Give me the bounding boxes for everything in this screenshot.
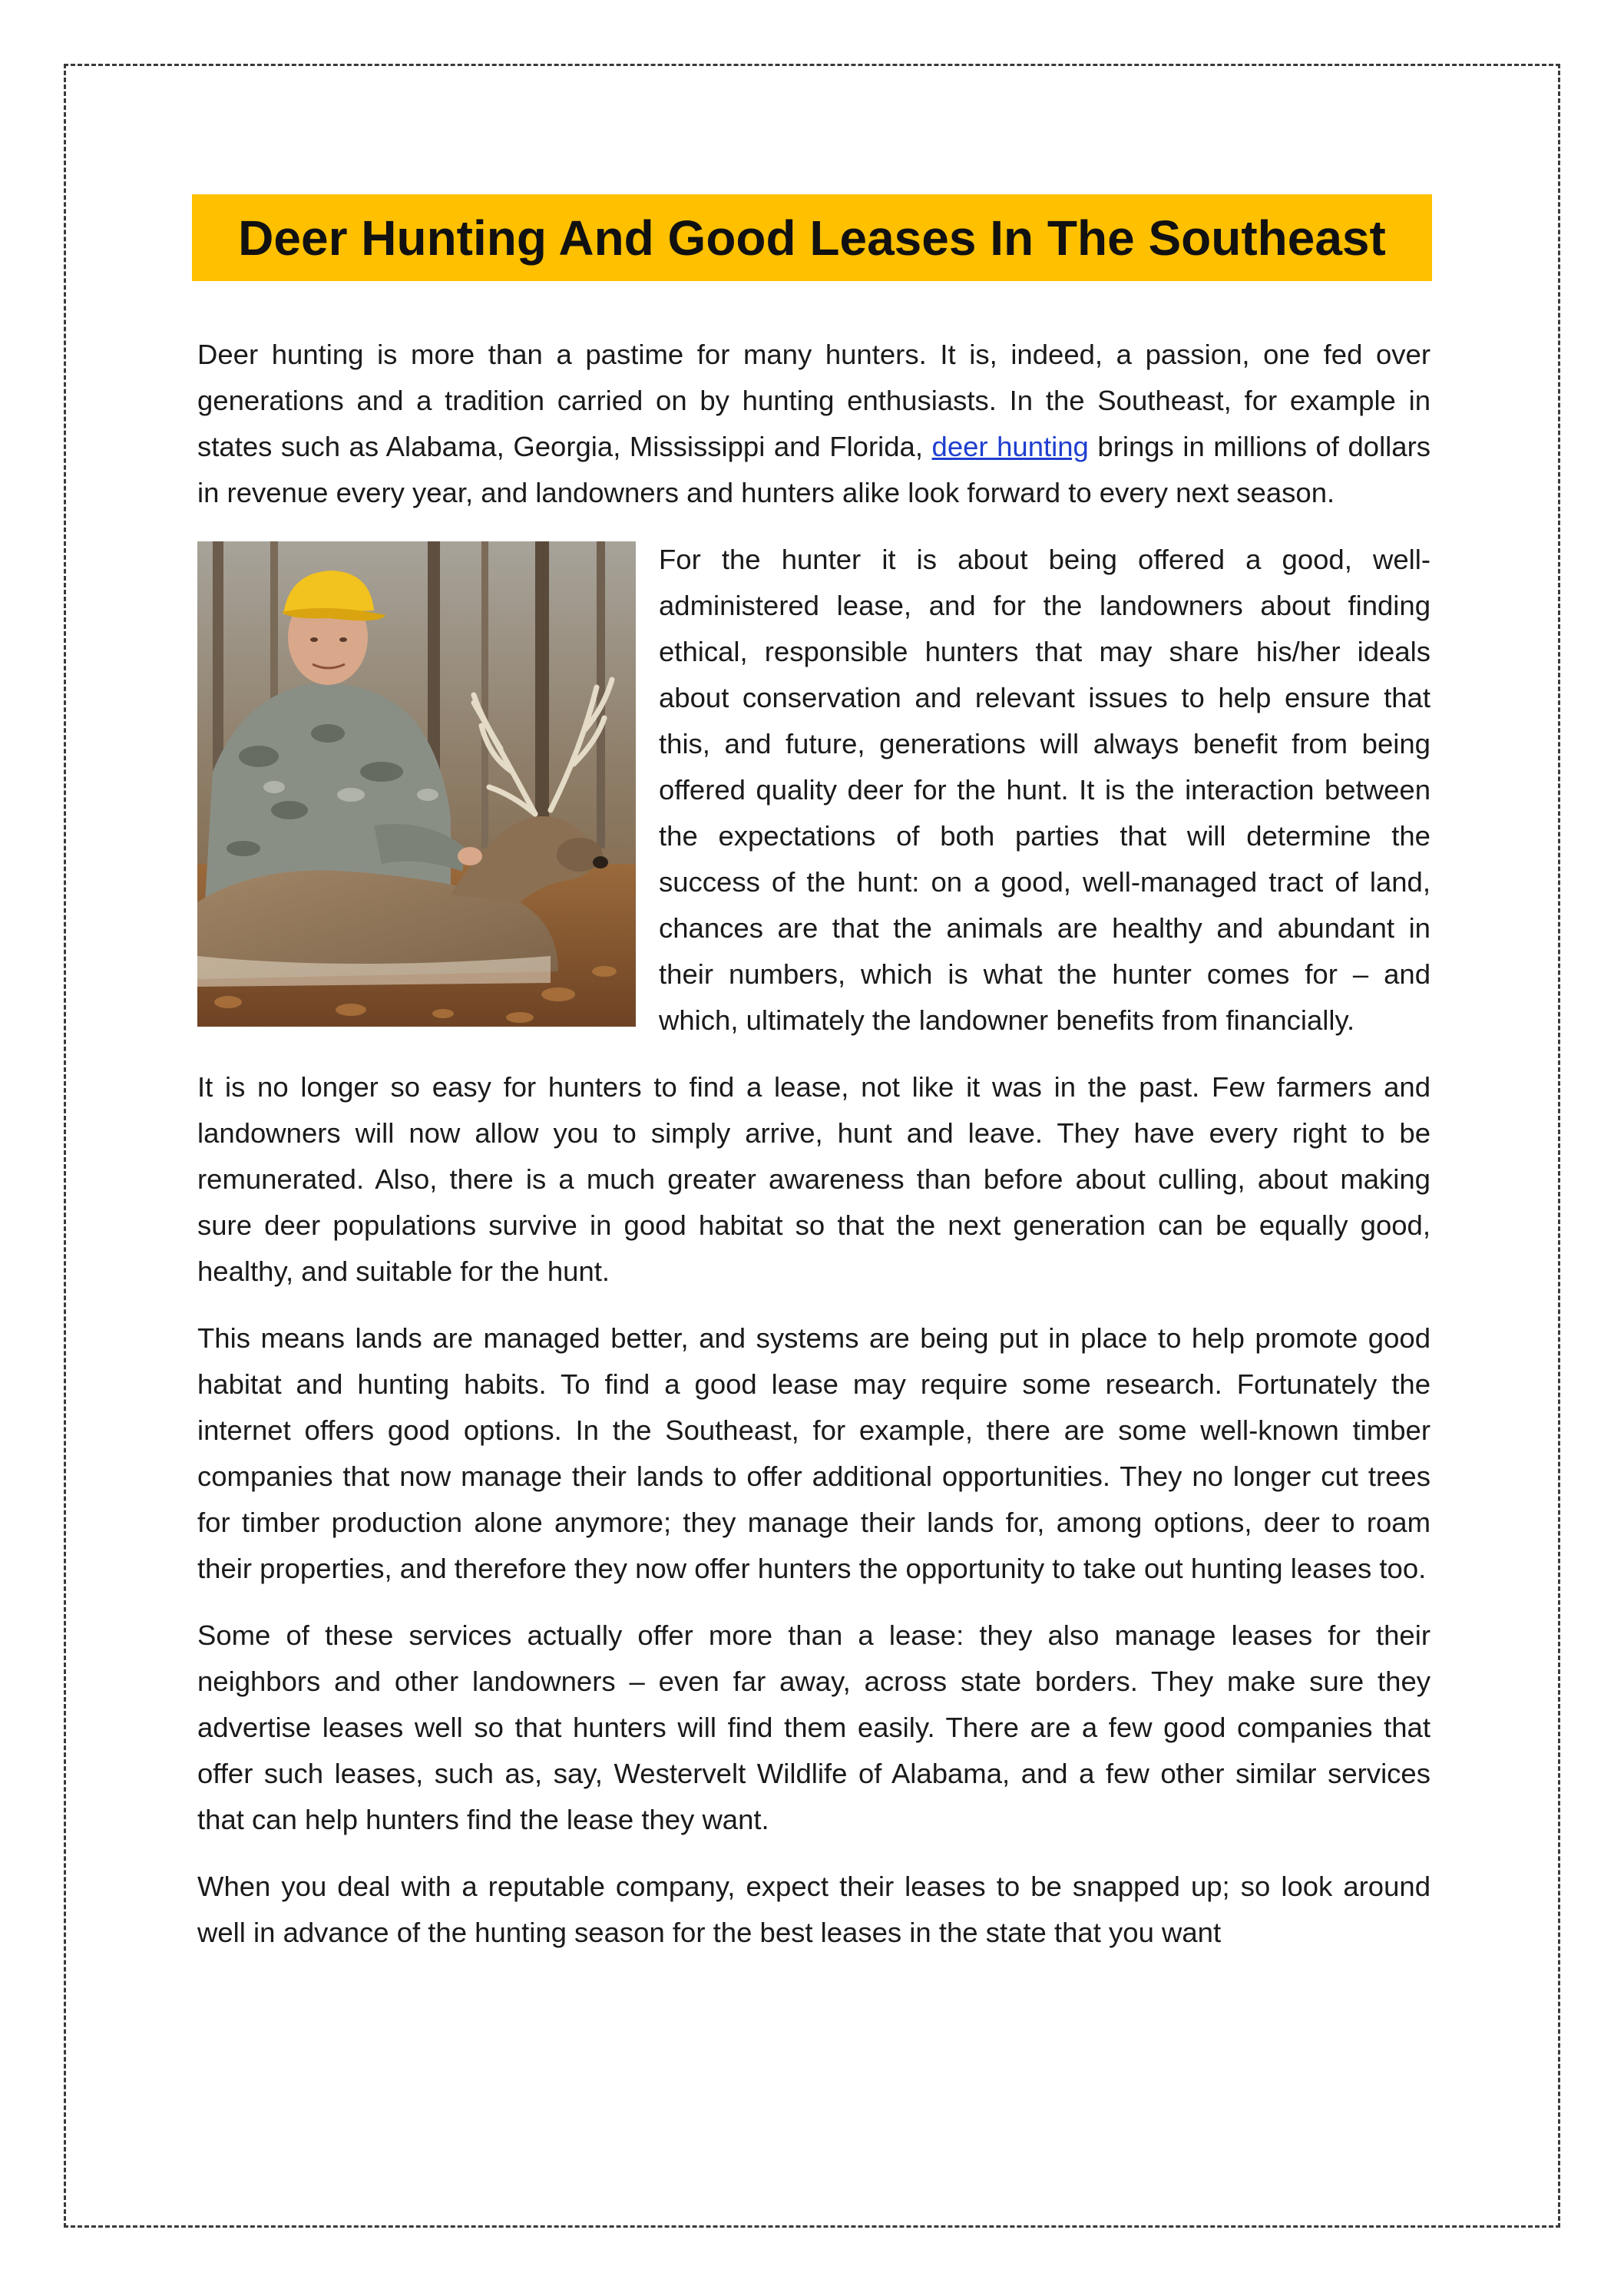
- paragraph-lease: For the hunter it is about being offered a good, well-administered lease, and for the landowners about finding ethical, responsible hunters that may share his/her ideals about conservation and relevant issues to help ensure that this, and future, generations will always benefit from being offered quality deer for the hunt. It is the interaction between the expectations of both parties that will determine the success of the hunt: on a good, well-managed tract of land, chances are that the animals are healthy and abundant in their numbers, which is what the hunter comes for – and which, ultimately the landowner benefits from financially.: [659, 544, 1431, 1036]
- deer-hunting-link[interactable]: deer hunting: [931, 431, 1089, 462]
- paragraph-services: Some of these services actually offer more than a lease: they also manage leases for their neighbors and other landowners – even far away, across state borders. They make sure they advertise leases well so that hunters will find them easily. There are a few good companies that offer such leases, such as, say, Westervelt Wildlife of Alabama, and a few other similar services that can help hunters find the lease they want.: [197, 1619, 1431, 1835]
- page-title: Deer Hunting And Good Leases In The Southeast: [238, 210, 1386, 266]
- title-banner: [192, 194, 1432, 281]
- paragraph-finding-lease: It is no longer so easy for hunters to find a lease, not like it was in the past. Few farmers and landowners will now allow you to simply arrive, hunt and leave. They have every right to be remunerated. Also, there is a much greater awareness than before about culling, about making sure deer populations survive in good habitat so that the next generation can be equally good, healthy, and suitable for the hunt.: [197, 1071, 1431, 1287]
- paragraph-managed-lands: This means lands are managed better, and systems are being put in place to help promote good habitat and hunting habits. To find a good lease may require some research. Fortunately the internet offers good options. In the Southeast, for example, there are some well-known timber companies that now manage their lands to offer additional opportunities. They no longer cut trees for timber production alone anymore; they manage their lands for, among options, deer to roam their properties, and therefore they now offer hunters the opportunity to take out hunting leases too.: [197, 1322, 1431, 1584]
- paragraph-intro-text-start: Deer hunting is more than a pastime for many hunters. It is, indeed, a passion, one fed over generations and a tradition carried on by hunting enthusiasts. In the Southeast, for example in states such as Alabama, Georgia, Mississippi and Florida,: [197, 339, 1431, 462]
- hunter-with-deer-photo: [197, 541, 636, 1027]
- paragraph-intro-text-end: brings in millions of dollars in revenue every year, and landowners and hunters alike look forward to every next season.: [197, 431, 1431, 508]
- paragraph-reputable-company: When you deal with a reputable company, expect their leases to be snapped up; so look around well in advance of the hunting season for the best leases in the state that you want: [197, 1871, 1431, 1948]
- paragraph-intro: [197, 332, 1431, 516]
- article-body: [197, 332, 1431, 1956]
